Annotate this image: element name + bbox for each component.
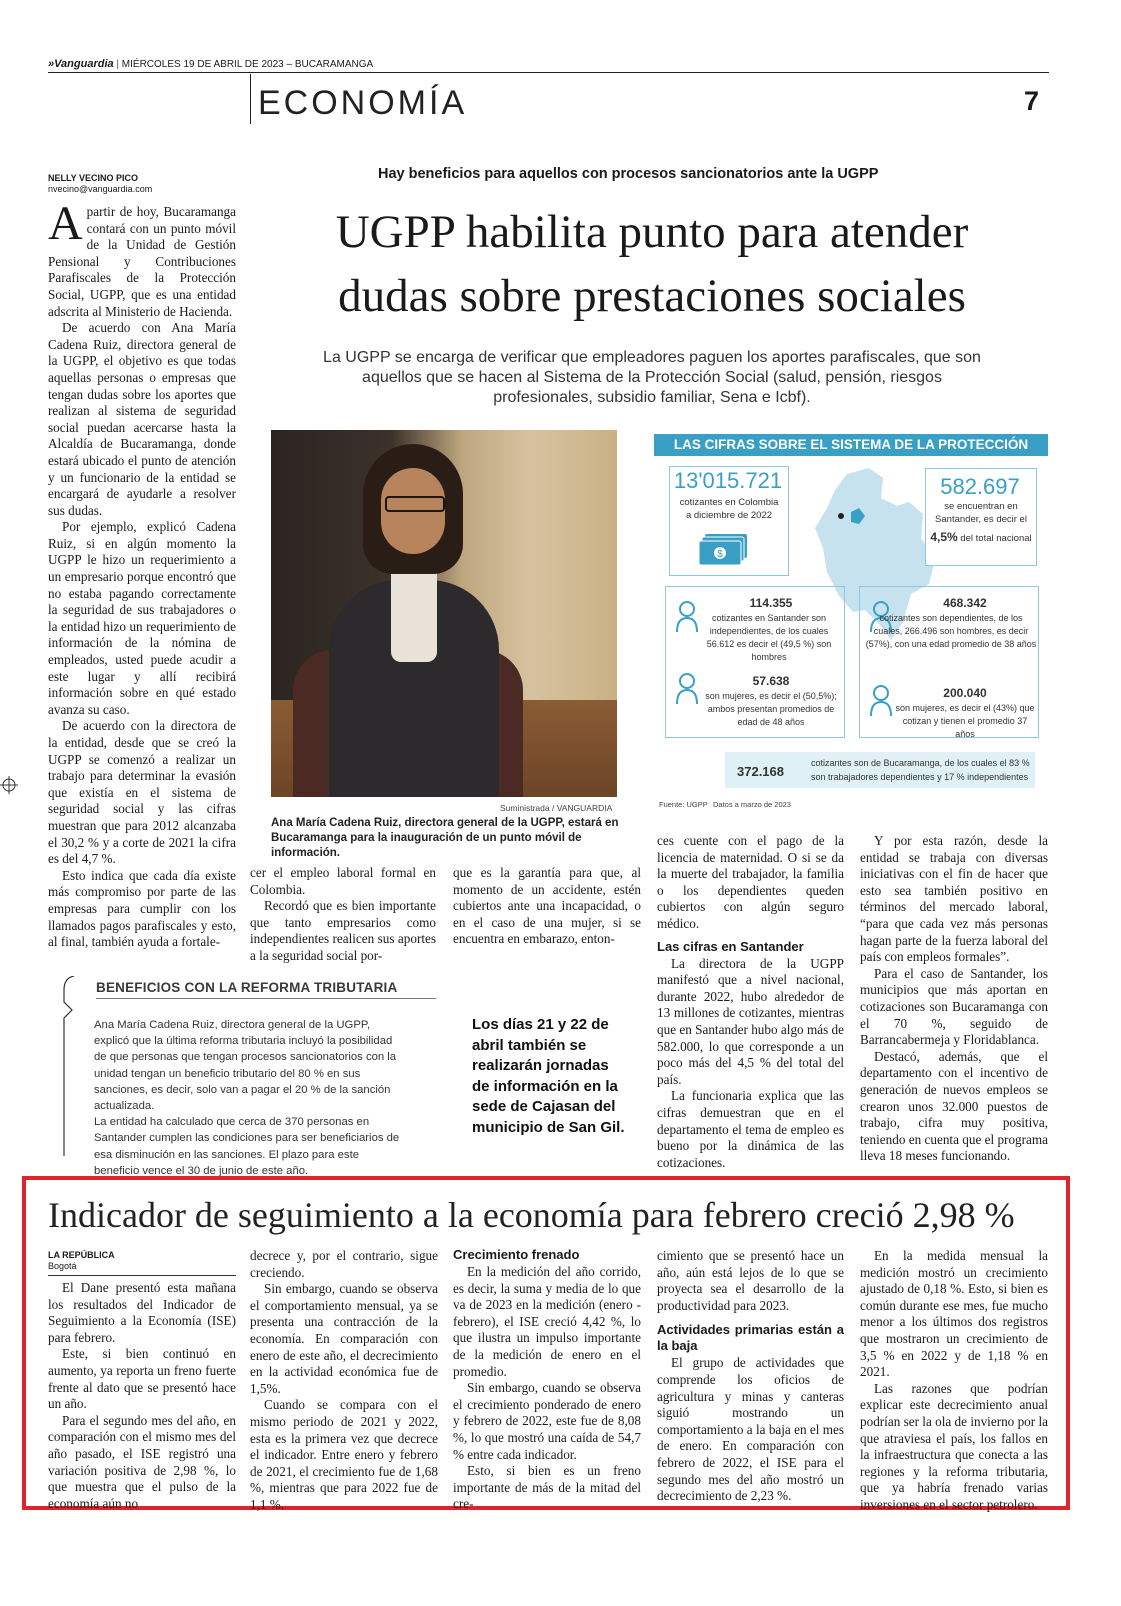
brand-logo: »Vanguardia [48, 58, 114, 70]
photo-caption: Ana María Cadena Ruiz, directora general de la UGPP, estará en Bucaramanga para la inauguración de un punto móvil de información. [271, 817, 619, 859]
article2-headline: Indicador de seguimiento a la economía para febrero creció 2,98 % [48, 1195, 1015, 1235]
section-title: ECONOMÍA [258, 84, 468, 122]
article1-column-3 [453, 865, 641, 948]
article2-column-4 [657, 1248, 844, 1505]
article2-paragraph: El Dane presentó esta mañana los resultados del Indicador de Seguimiento a la Economía (ISE) para febrero. [48, 1280, 236, 1345]
infographic [651, 430, 1051, 815]
article1-paragraph: ces cuente con el pago de la licencia de maternidad. O si se da la muerte del trabajador, la familia o los dependientes queden cubiertos con algún seguro médico. [657, 833, 844, 931]
indep-value: 114.355 [749, 596, 793, 610]
bucaramanga-text: cotizantes son de Bucaramanga, de los cuales el 83 % son trabajadores dependientes y 17 % independientes [811, 758, 1030, 782]
article2-paragraph: Sin embargo, cuando se observa el comportamiento mensual, ya se presenta una contracción de la economía. En comparación con enero de este año, el decrecimiento en la actividad económica fue de 1,5%. [250, 1281, 438, 1396]
santander-label: se encuentran en Santander, es decir el [935, 501, 1027, 525]
article2-paragraph: Esto, si bien es un freno importante de más de la mitad del cre- [453, 1463, 641, 1512]
article2-source: LA REPÚBLICA [48, 1250, 115, 1260]
national-value: 13'015.721 [673, 468, 783, 493]
article2-paragraph: Cuando se compara con el mismo periodo de 2021 y 2022, esta es la primera vez que decrece el indicador. Entre enero y febrero de 2021, el crecimiento fue de 1,68 %, mientras que para 2022 fue de 1,1 %. [250, 1397, 438, 1512]
article2-paragraph: Las razones que podrían explicar este decrecimiento anual podrían ser la ola de invierno por la que atraviesa el país, los fallos en la infraestructura que conecta a las regiones y la reforma tributaria, que ya habría frenado varias inversiones en el sector petrolero. [860, 1380, 1048, 1512]
article1-paragraph: De acuerdo con Ana María Cadena Ruiz, directora general de la UGPP, el objetivo es que todas aquellas personas o empresas que tengan dudas sobre los aportes que realizan al sistema de seguridad social puedan acercarse hasta la Alcaldía de Bucaramanga, donde estará ubicado el punto de atención y un funcionario de la entidad se encargará de ayudarle a resolver sus dudas. [48, 320, 236, 518]
sidebar-body [94, 1017, 404, 1179]
subhead: Crecimiento frenado [453, 1247, 580, 1262]
headline: UGPP habilita punto para atender dudas sobre prestaciones sociales [335, 206, 969, 322]
article1-column-2 [250, 865, 436, 965]
santander-suffix: del total nacional [960, 533, 1032, 544]
article1-paragraph: cer el empleo laboral formal en Colombia. [250, 865, 436, 897]
women-indep-text: son mujeres, es decir el (50,5%); ambos presentan promedios de edad de 48 años [705, 691, 837, 727]
article1-paragraph: Y por esta razón, desde la entidad se trabaja con diversas iniciativas con el fin de hacer que esto sea también positivo en términos del mercado laboral, “para que cada vez más personas hagan parte de la fuerza laboral del país con empleos formales”. [860, 833, 1048, 965]
article1-paragraph: partir de hoy, Bucaramanga contará con un punto móvil de la Unidad de Gestión Pensional y Contribuciones Parafiscales de la Protección Social, UGPP, que es una entidad adscrita al Ministerio de Hacienda. [48, 204, 236, 319]
article1-column-5 [860, 833, 1048, 1165]
woman-icon [675, 672, 699, 709]
woman-icon [869, 684, 893, 721]
article2-paragraph: Este, si bien continuó en aumento, ya reporta un freno fuerte frente al dato que se presentó hace un año. [48, 1346, 236, 1412]
money-icon [699, 534, 749, 566]
kicker: Hay beneficios para aquellos con procesos sancionatorios ante la UGPP [378, 166, 879, 182]
article2-city: Bogotá [48, 1261, 77, 1271]
article2-paragraph: En la medición del año corrido, es decir, la suma y media de lo que va de 2023 en la medición (enero - febrero), el ISE creció 4,42 %, lo que ilustra un impulso importante de la medición de enero en el promedio. [453, 1264, 641, 1379]
photo-glasses [385, 496, 445, 512]
man-icon [675, 600, 699, 637]
bucaramanga-value: 372.168 [737, 764, 784, 779]
article2-paragraph: Para el segundo mes del año, en comparación con el mismo mes del año pasado, el ISE registró una variación positiva de 2,98 %, lo que muestra que el pulso de la economía aún no [48, 1412, 236, 1511]
article2-column-1 [48, 1280, 236, 1512]
women-dep-value: 200.040 [943, 686, 987, 700]
article1-paragraph: que es la garantía para que, al momento de un accidente, estén cubiertos ante una incapacidad, o en el caso de una mujer, si se encuentra en embarazo, enton- [453, 865, 641, 947]
dropcap: A [48, 197, 83, 250]
section-divider [250, 74, 251, 124]
article1-paragraph: Recordó que es bien importante que tanto empresarios como independientes realicen sus aportes a la seguridad social por- [250, 898, 436, 963]
article2-paragraph: En la medida mensual la medición mostró un crecimiento ajustado de 0,18 %. Esto, si bien es común durante ese mes, fue mucho menor a los últimos dos registros que mostraron un crecimiento de 3,5 % en 2022 y de 1,18 % en 2021. [860, 1248, 1048, 1380]
masthead-rule [48, 72, 1049, 73]
article2-paragraph: cimiento que se presentó hace un año, aún está lejos de lo que se proyecta sea el desarrollo de la productividad para 2023. [657, 1248, 844, 1313]
page-number: 7 [1024, 86, 1040, 116]
article1-paragraph: Para el caso de Santander, los municipios que más aportan en cotizaciones son Bucaramanga con el 70 %, seguido de Barrancabermeja y Floridablanca. [860, 965, 1048, 1048]
registration-mark-icon [0, 776, 18, 794]
sidebar-title: BENEFICIOS CON LA REFORMA TRIBUTARIA [96, 980, 398, 995]
article2-column-3 [453, 1247, 641, 1513]
photo [271, 430, 617, 797]
article1-column-4 [657, 833, 844, 1171]
santander-value: 582.697 [940, 474, 1020, 499]
infographic-date-note: Datos a marzo de 2023 [713, 800, 791, 809]
dep-value: 468.342 [943, 596, 987, 610]
article1-paragraph: La funcionaria explica que las cifras demuestran que en el departamento el tema de empleo es bueno por la dinámica de las cotizaciones. [657, 1088, 844, 1170]
dateline: MIÉRCOLES 19 DE ABRIL DE 2023 – BUCARAMANGA [121, 59, 374, 70]
sidebar-paragraph: Ana María Cadena Ruiz, directora general de la UGPP, explicó que la última reforma tributaria incluyó la posibilidad de que personas que tengan procesos sancionatorios con la unidad tengan un beneficio tributario del 80 % en sus sanciones, es decir, solo van a pagar el 20 % de la sanción actualizada. [94, 1019, 397, 1113]
masthead: »Vanguardia | MIÉRCOLES 19 DE ABRIL DE 2023 – BUCARAMANGA [48, 58, 374, 70]
author-email: nvecino@vanguardia.com [48, 184, 153, 194]
sidebar-paragraph: La entidad ha calculado que cerca de 370 personas en Santander cumplen las condiciones para ser beneficiarios de esa disminución en las sanciones. El plazo para este beneficio vence el 30 de junio de este año. [94, 1116, 400, 1177]
women-dep-text: son mujeres, es decir el (43%) que cotizan y tienen el promedio 37 años [895, 703, 1035, 739]
article1-paragraph: La directora de la UGPP manifestó que a nivel nacional, durante 2022, hubo alrededor de 13 millones de cotizantes, mientras que en Santander hubo algo más de 582.000, lo que corresponde a un poco más del 4,5 % del total del país. [657, 955, 844, 1087]
article1-paragraph: Destacó, además, que el departamento con el incentivo de generación de nuevos empleos se crearon unos 32.000 puestos de trabajo, cifra muy positiva, teniendo en cuenta que el programa lleva 18 meses funcionando. [860, 1048, 1048, 1164]
article1-paragraph: Por ejemplo, explicó Cadena Ruiz, si en algún momento la UGPP le hizo un requerimiento a un empresario porque encontró que no estaba pagando correctamente la seguridad de sus trabajadores o la entidad hizo un requerimiento de información de la nómina de empleados, usted puede acudir a este lugar y allí recibirá información sobre en qué estado avanza su caso. [48, 519, 236, 717]
svg-text:$: $ [717, 549, 723, 560]
infographic-source: Fuente: UGPP [659, 800, 708, 809]
santander-pct-line [929, 530, 1033, 544]
author: NELLY VECINO PICO [48, 173, 139, 183]
santander-pct: 4,5% [930, 530, 958, 544]
dep-text: cotizantes son dependientes, de los cuales, 266.496 son hombres, es decir (57%), con una edad promedio de 38 años [865, 613, 1037, 649]
dek: La UGPP se encarga de verificar que empleadores paguen los aportes parafiscales, que son aquellos que se hacen al Sistema de la Protección Social (salud, pensión, riesgos profesionales, subsidio familiar, Sena e Icbf). [323, 349, 981, 406]
article2-source-rule [48, 1275, 236, 1276]
article2-column-2 [250, 1248, 438, 1514]
indep-text: cotizantes en Santander son independientes, de los cuales 56.612 es decir el (49,5 %) son hombres [706, 613, 832, 662]
women-indep-value: 57.638 [752, 674, 790, 688]
article2-paragraph: El grupo de actividades que comprende los oficios de agricultura y minas y canteras siguió mostrando un comportamiento a la baja en el mes de enero. En comparación con febrero de 2022, el ISE para el segundo mes del año mostró un decrecimiento de 2,23 %. [657, 1355, 844, 1504]
national-label: cotizantes en Colombia a diciembre de 2022 [679, 497, 779, 521]
article1-paragraph: De acuerdo con la directora de la entidad, desde que se creó la UGPP se comenzó a realizar un trabajo para determinar la evasión que existía en el sistema de seguridad social y las cifras muestran que para 2012 alcanzaba el 30,2 % y a corte de 2021 la cifra es del 4,7 %. [48, 718, 236, 867]
article1-paragraph: Esto indica que cada día existe más compromiso por parte de las empresas para cumplir con los llamados pagos parafiscales y esto, al final, también ayuda a fortale- [48, 867, 236, 950]
article2-paragraph: Sin embargo, cuando se observa el crecimiento ponderado de enero y febrero de 2022, este fue de 8,08 %, lo que mostró una caída de 54,7 % entre cada indicador. [453, 1380, 641, 1462]
photo-credit: Suministrada / VANGUARDIA [500, 803, 613, 813]
article1-column-1 [48, 197, 236, 951]
photo-person-collar [391, 562, 437, 662]
article2-paragraph: decrece y, por el contrario, sigue creciendo. [250, 1248, 438, 1280]
callout: Los días 21 y 22 de abril también se realizarán jornadas de información en la sede de Cajasan del municipio de San Gil. [472, 1016, 625, 1136]
sidebar-bracket [60, 976, 78, 1166]
subhead: Actividades primarias están a la baja [657, 1322, 844, 1354]
infographic-title: LAS CIFRAS SOBRE EL SISTEMA DE LA PROTECCIÓN SOCIAL [654, 434, 1048, 456]
subhead: Las cifras en Santander [657, 938, 804, 954]
article2-column-5 [860, 1248, 1048, 1514]
sidebar-title-rule [96, 998, 436, 999]
